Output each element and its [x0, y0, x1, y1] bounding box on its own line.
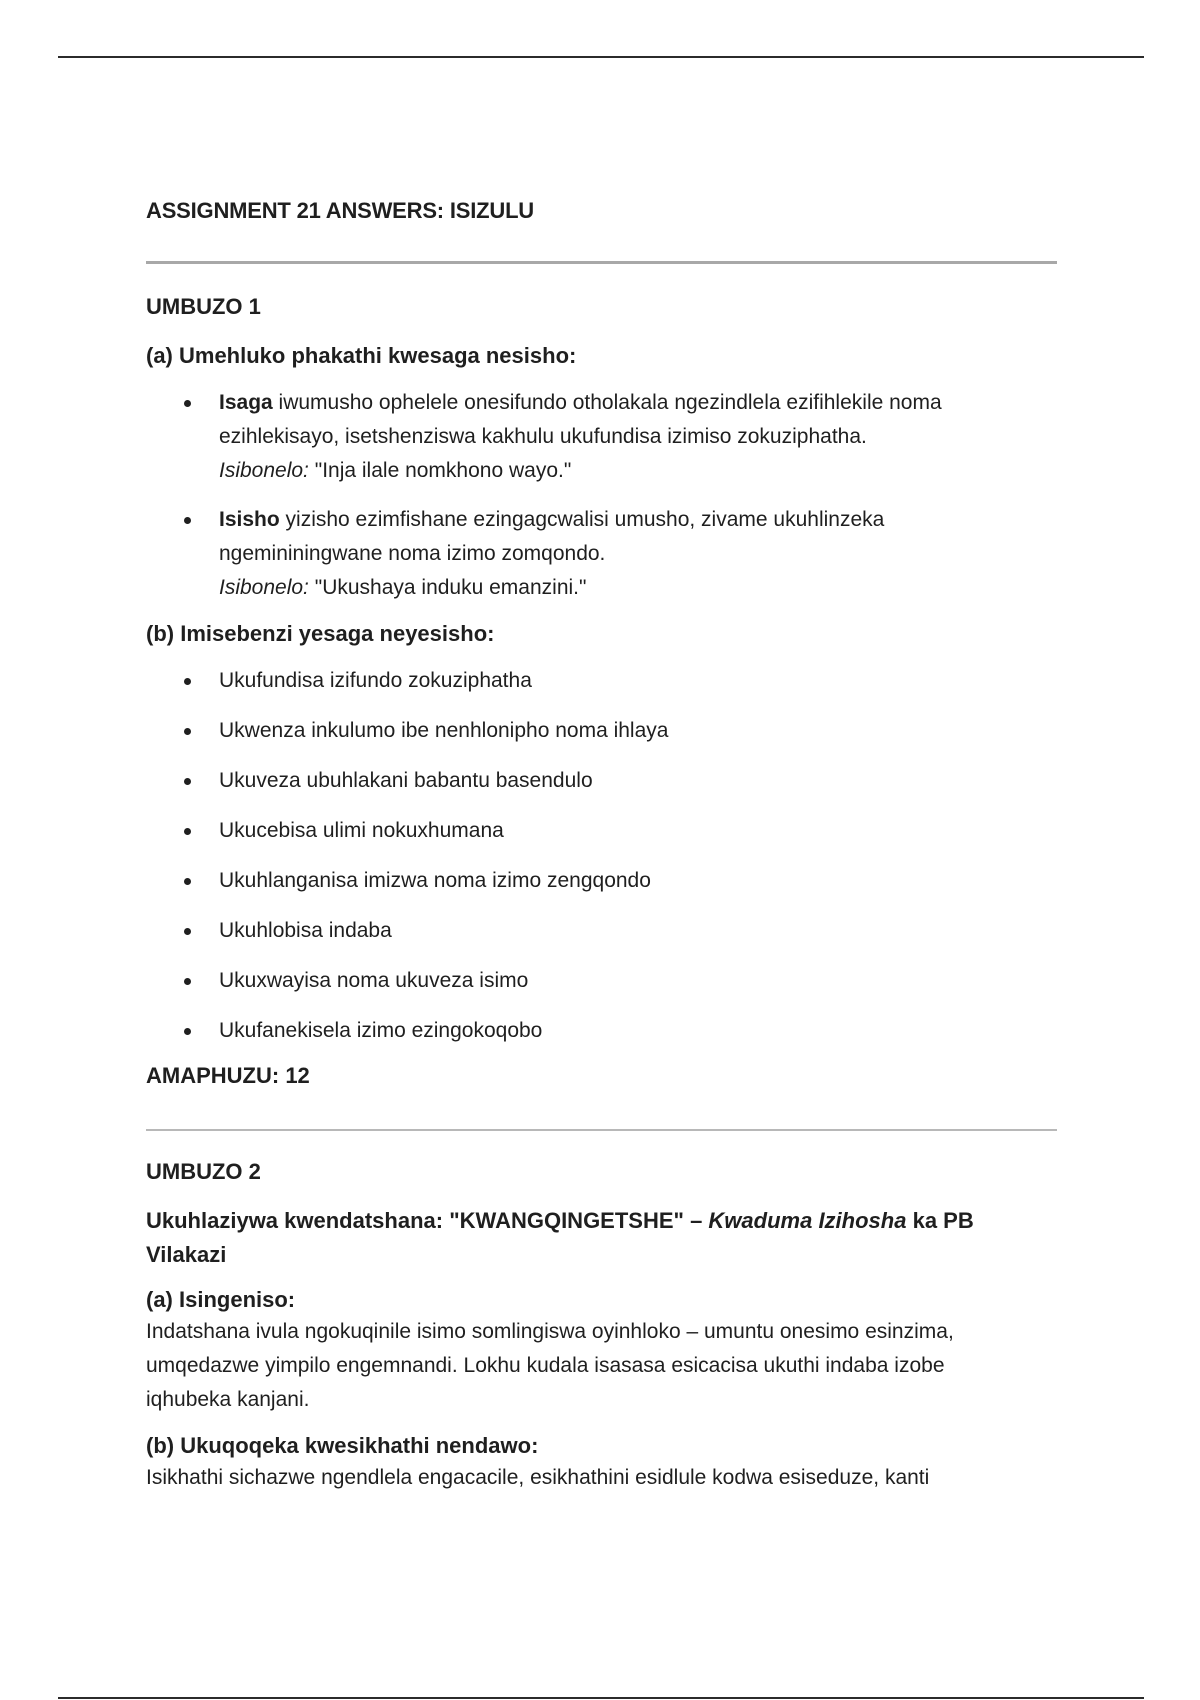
isisho-text-line1: yizisho ezimfishane ezingagcwalisi umusho, zivame ukuhlinzeka	[279, 508, 885, 531]
isaga-text-line1: iwumusho ophelele onesifundo otholakala ngezindlela ezifihlekile noma	[272, 391, 942, 414]
section-divider	[146, 1129, 1057, 1131]
isaga-example-label: Isibonelo:	[219, 459, 309, 482]
term-isaga: Isaga	[219, 391, 273, 414]
list-item: Ukwenza inkulumo ibe nenhlonipho noma ihlaya	[146, 714, 1057, 748]
list-item: Ukuhlanganisa imizwa noma izimo zengqondo	[146, 864, 1057, 898]
isisho-example-text: "Ukushaya induku emanzini."	[308, 576, 587, 599]
time-place-paragraph: Isikhathi sichazwe ngendlela engacacile, esikhathini esidlule kodwa esiseduze, kanti	[146, 1466, 930, 1489]
question-1b-heading: (b) Imisebenzi yesaga neyesisho:	[146, 621, 495, 646]
bullet-icon	[184, 928, 191, 935]
definition-isaga	[146, 386, 1057, 488]
definitions-list	[146, 386, 1057, 605]
list-item: Ukuveza ubuhlakani babantu basendulo	[146, 764, 1057, 798]
isisho-text-line2: ngemininingwane noma izimo zomqondo.	[219, 542, 606, 565]
document-body	[146, 196, 1057, 1495]
bullet-icon	[184, 778, 191, 785]
question-1a-heading: (a) Umehluko phakathi kwesaga nesisho:	[146, 343, 577, 368]
isisho-example-label: Isibonelo:	[219, 576, 309, 599]
author-name: Vilakazi	[146, 1242, 227, 1267]
bullet-icon	[184, 878, 191, 885]
definition-isisho	[146, 503, 1057, 605]
analysis-heading	[146, 1204, 1057, 1272]
bullet-icon	[184, 400, 191, 407]
analysis-prefix: Ukuhlaziywa kwendatshana: "KWANGQINGETSHE" –	[146, 1208, 709, 1233]
term-isisho: Isisho	[219, 508, 280, 531]
bullet-icon	[184, 978, 191, 985]
page-bottom-rule	[58, 1697, 1144, 1699]
list-item: Ukufundisa izifundo zokuziphatha	[146, 664, 1057, 698]
list-item: Ukuhlobisa indaba	[146, 914, 1057, 948]
question-2b-heading: (b) Ukuqoqeka kwesikhathi nendawo:	[146, 1433, 539, 1458]
question-1-heading: UMBUZO 1	[146, 294, 261, 319]
section-divider	[146, 261, 1057, 264]
introduction-paragraph: Indatshana ivula ngokuqinile isimo somlingiswa oyinhloko – umuntu onesimo esinzima, umqedazwe yimpilo engemnandi. Lokhu kudala isasasa esicacisa ukuthi indaba izobe iqhubeka kanjani.	[146, 1320, 954, 1411]
functions-list	[146, 664, 1057, 1048]
marks-label: AMAPHUZU: 12	[146, 1063, 310, 1088]
isaga-example-text: "Inja ilale nomkhono wayo."	[308, 459, 572, 482]
bullet-icon	[184, 828, 191, 835]
list-item: Ukucebisa ulimi nokuxhumana	[146, 814, 1057, 848]
isaga-text-line2: ezihlekisayo, isetshenziswa kakhulu ukufundisa izimiso zokuziphatha.	[219, 425, 867, 448]
page-top-rule	[58, 56, 1144, 58]
bullet-icon	[184, 517, 191, 524]
question-2-heading: UMBUZO 2	[146, 1159, 261, 1184]
book-title: Kwaduma Izihosha	[708, 1208, 907, 1233]
question-2a-heading: (a) Isingeniso:	[146, 1287, 296, 1312]
document-title: ASSIGNMENT 21 ANSWERS: ISIZULU	[146, 198, 534, 223]
bullet-icon	[184, 1028, 191, 1035]
analysis-suffix: ka PB	[906, 1208, 974, 1233]
list-item: Ukuxwayisa noma ukuveza isimo	[146, 964, 1057, 998]
list-item: Ukufanekisela izimo ezingokoqobo	[146, 1014, 1057, 1048]
bullet-icon	[184, 678, 191, 685]
bullet-icon	[184, 728, 191, 735]
